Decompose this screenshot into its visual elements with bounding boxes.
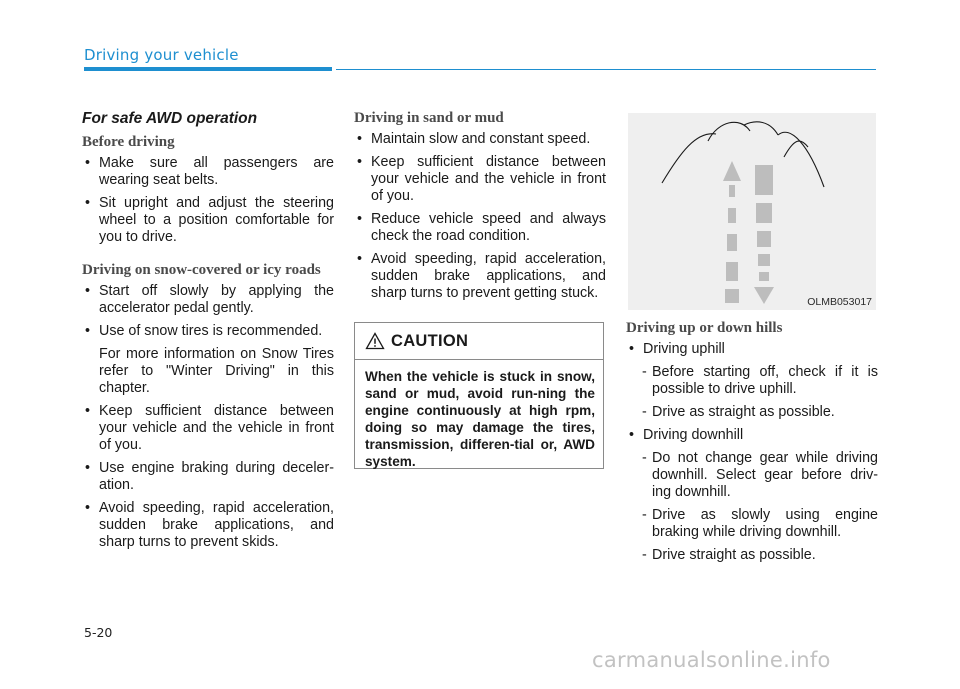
caution-text: When the vehicle is stuck in snow, sand or mud, avoid run-ning the engine continuously at high rpm, doing so may damage the tires, transmission, differen-tial or, AWD system. bbox=[365, 369, 595, 469]
before-driving-heading: Before driving bbox=[82, 134, 175, 150]
list-item: • Make sure all passengers are wearing seat belts. bbox=[82, 155, 334, 189]
header-rule-thick bbox=[84, 67, 332, 71]
caution-title: CAUTION bbox=[391, 331, 469, 350]
hill-driving-illustration bbox=[628, 113, 876, 310]
column-right bbox=[626, 314, 878, 570]
uphill-list bbox=[626, 341, 878, 358]
header-rule-thin bbox=[336, 69, 876, 70]
sand-mud-heading: Driving in sand or mud bbox=[354, 110, 504, 126]
list-item: - Drive as slowly using engine braking while driving downhill. bbox=[626, 507, 878, 541]
list-item: • Driving uphill bbox=[626, 341, 878, 358]
column-left bbox=[82, 108, 334, 557]
snow-tires-note: For more information on Snow Tires refer to "Winter Driving" in this chapter. bbox=[99, 346, 334, 396]
list-item: - Do not change gear while driving downhill. Select gear before driv-ing downhill. bbox=[626, 450, 878, 501]
uphill-sub-list bbox=[626, 364, 878, 421]
watermark: carmanualsonline.info bbox=[592, 648, 831, 672]
downhill-list bbox=[626, 427, 878, 444]
caution-header bbox=[355, 323, 603, 360]
snow-list-continued bbox=[82, 403, 334, 551]
page-number: 5-20 bbox=[84, 625, 113, 640]
hills-heading: Driving up or down hills bbox=[626, 320, 783, 336]
list-item: • Avoid speeding, rapid acceleration, sudden brake applications, and sharp turns to prevent skids. bbox=[82, 500, 334, 551]
list-item: • Sit upright and adjust the steering wheel to a position comfortable for you to drive. bbox=[82, 195, 334, 246]
list-item: • Keep sufficient distance between your vehicle and the vehicle in front of you. bbox=[354, 154, 606, 205]
section-title: Driving your vehicle bbox=[84, 46, 239, 64]
list-item: • Reduce vehicle speed and always check the road condition. bbox=[354, 211, 606, 245]
hill-arrows-graphic bbox=[628, 113, 876, 310]
column-middle bbox=[354, 108, 606, 308]
list-item: • Driving downhill bbox=[626, 427, 878, 444]
list-item: • Start off slowly by applying the accelerator pedal gently. bbox=[82, 283, 334, 317]
before-driving-list bbox=[82, 155, 334, 246]
caution-box bbox=[354, 322, 604, 469]
list-item: • Maintain slow and constant speed. bbox=[354, 131, 606, 148]
awd-heading: For safe AWD operation bbox=[82, 110, 258, 127]
figure-code: OLMB053017 bbox=[807, 296, 872, 308]
snow-list bbox=[82, 283, 334, 340]
list-item: - Before starting off, check if it is possible to drive uphill. bbox=[626, 364, 878, 398]
list-item: • Use of snow tires is recommended. bbox=[82, 323, 334, 340]
list-item: • Keep sufficient distance between your vehicle and the vehicle in front of you. bbox=[82, 403, 334, 454]
list-item: - Drive straight as possible. bbox=[626, 547, 878, 564]
sand-mud-list bbox=[354, 131, 606, 302]
snow-heading: Driving on snow-covered or icy roads bbox=[82, 262, 321, 278]
list-item: - Drive as straight as possible. bbox=[626, 404, 878, 421]
list-item: • Avoid speeding, rapid acceleration, sudden brake applications, and sharp turns to prevent getting stuck. bbox=[354, 251, 606, 302]
warning-triangle-icon bbox=[365, 332, 385, 350]
list-item: • Use engine braking during deceler-ation. bbox=[82, 460, 334, 494]
downhill-sub-list bbox=[626, 450, 878, 564]
